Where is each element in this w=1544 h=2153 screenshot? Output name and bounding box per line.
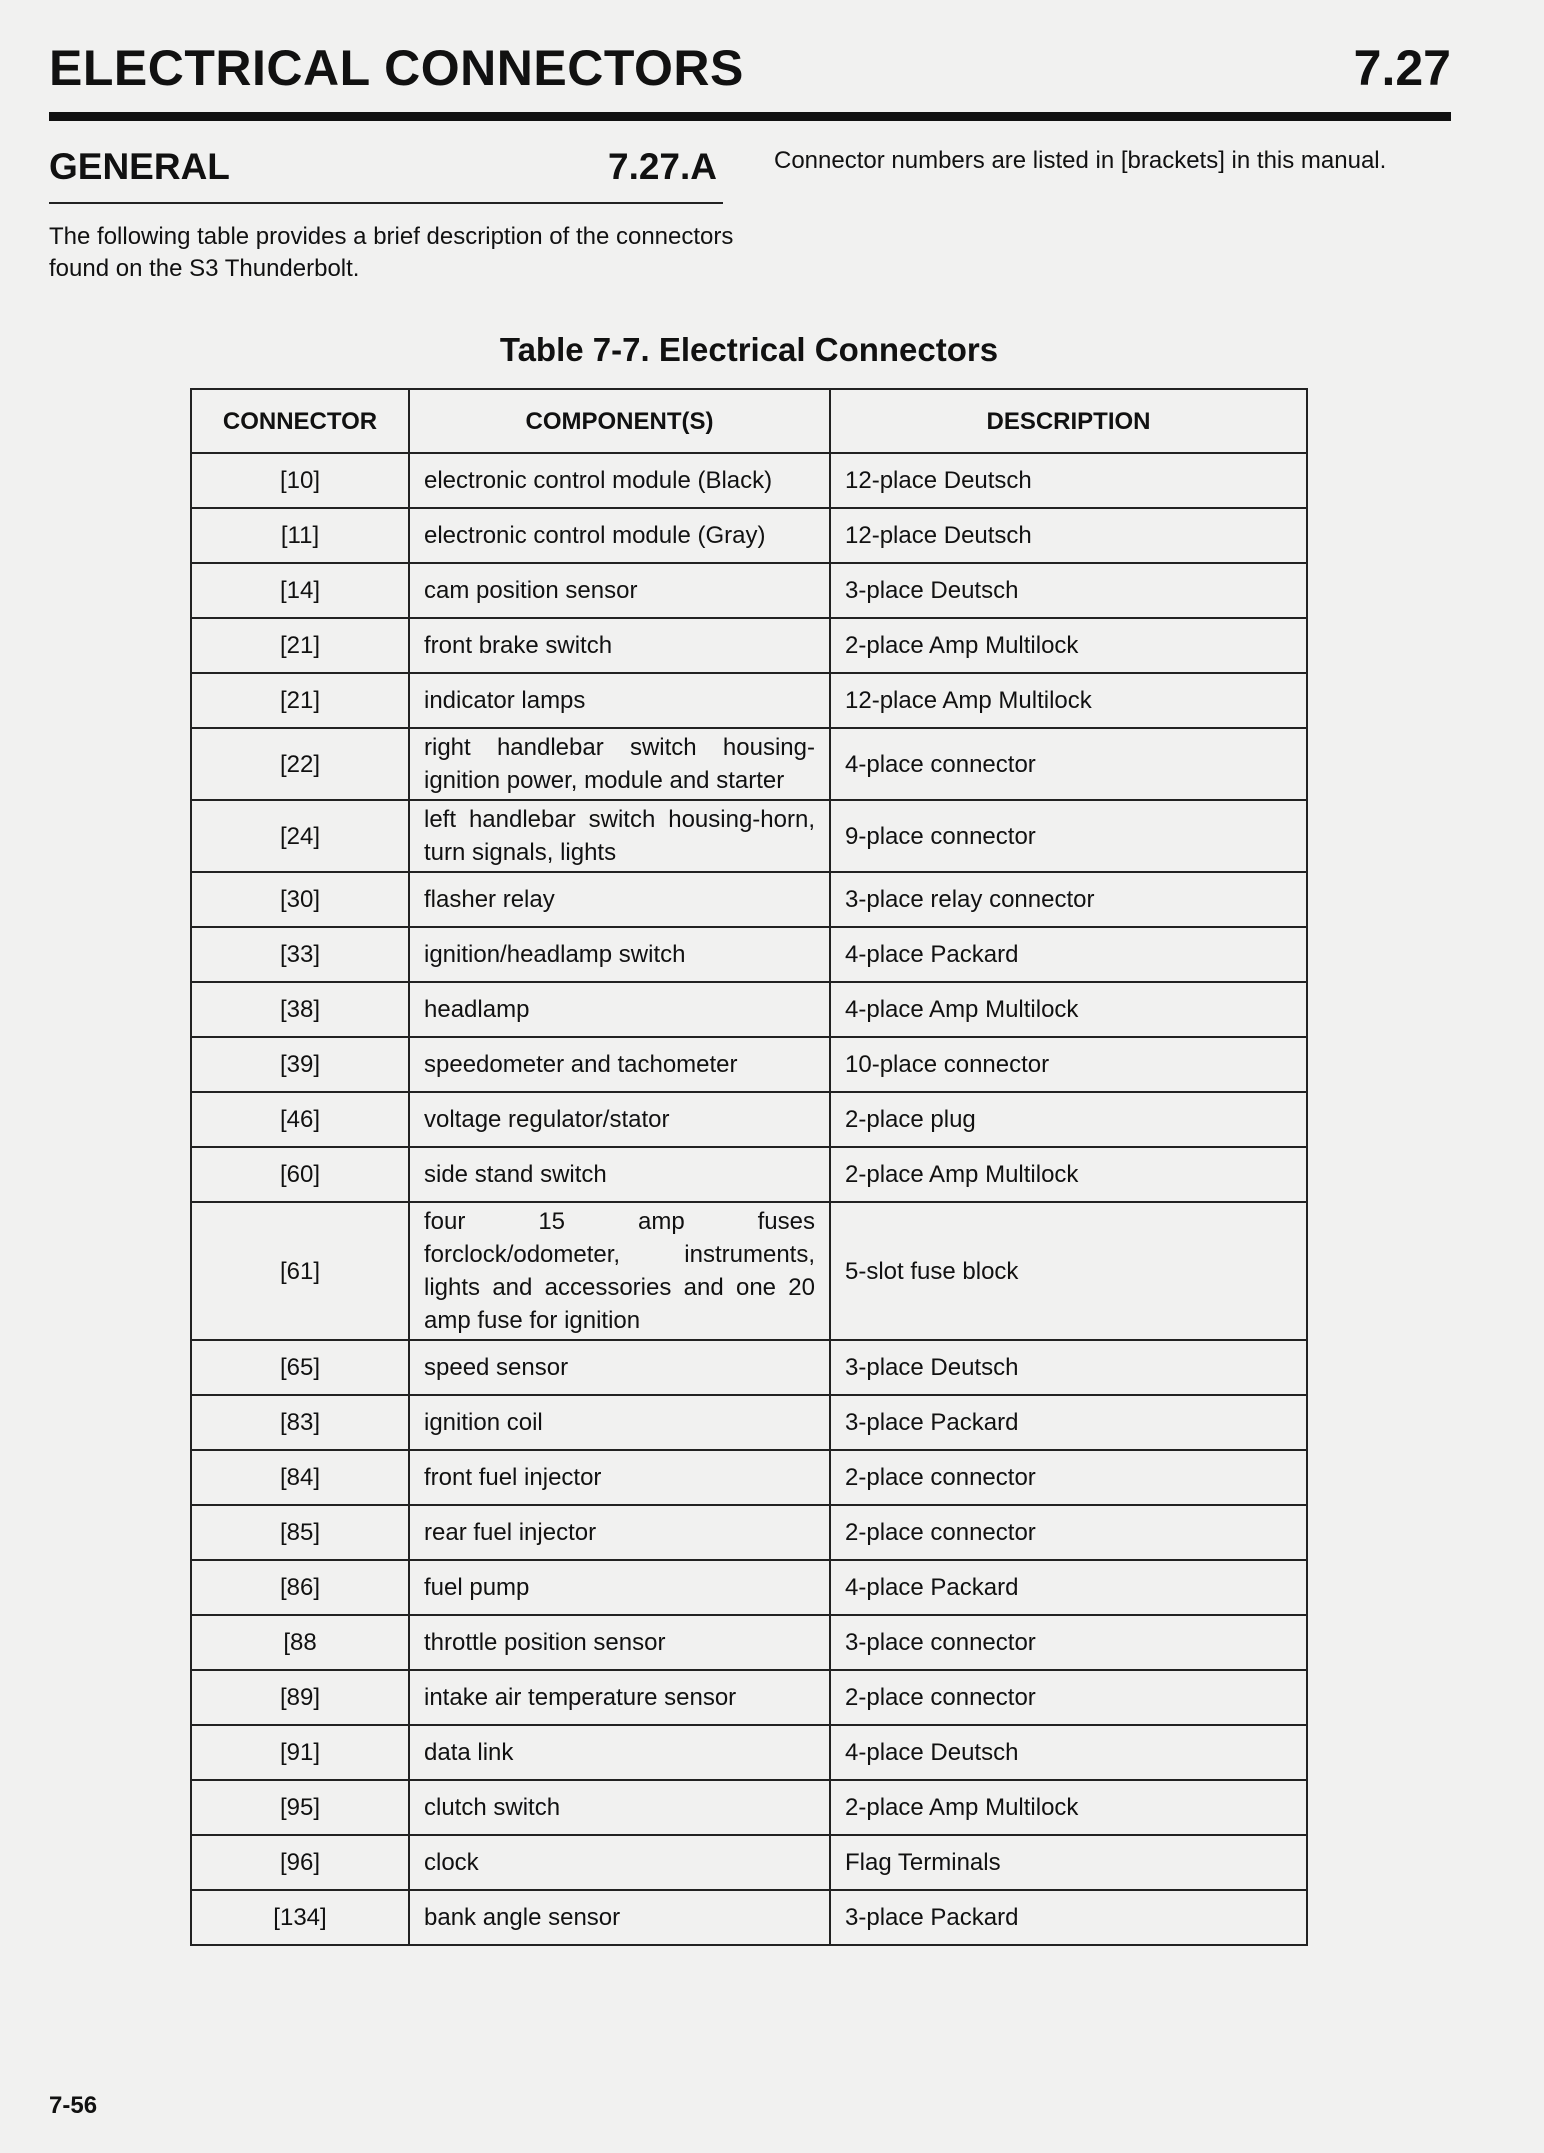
component-cell: side stand switch	[409, 1147, 830, 1202]
table-row	[191, 453, 1307, 508]
description-cell: 3-place connector	[830, 1615, 1307, 1670]
column-header-connector: CONNECTOR	[191, 389, 409, 453]
component-cell: ignition coil	[409, 1395, 830, 1450]
table-row	[191, 1615, 1307, 1670]
connector-cell: [88	[191, 1615, 409, 1670]
table-caption: Table 7-7. Electrical Connectors	[499, 331, 999, 368]
component-cell: rear fuel injector	[409, 1505, 830, 1560]
column-header-components: COMPONENT(S)	[409, 389, 830, 453]
connector-cell: [91]	[191, 1725, 409, 1780]
table-row	[191, 1670, 1307, 1725]
connector-cell: [33]	[191, 927, 409, 982]
description-cell: 3-place Deutsch	[830, 563, 1307, 618]
table-row	[191, 1340, 1307, 1395]
table-row	[191, 1725, 1307, 1780]
component-cell: speed sensor	[409, 1340, 830, 1395]
description-cell: 3-place relay connector	[830, 872, 1307, 927]
side-note: Connector numbers are listed in [brackets] in this manual.	[774, 147, 1387, 174]
description-cell: 3-place Packard	[830, 1890, 1307, 1945]
connector-cell: [14]	[191, 563, 409, 618]
connector-cell: [10]	[191, 453, 409, 508]
connector-cell: [85]	[191, 1505, 409, 1560]
page-title: ELECTRICAL CONNECTORS	[49, 40, 744, 96]
connector-cell: [86]	[191, 1560, 409, 1615]
connector-cell: [83]	[191, 1395, 409, 1450]
component-cell: front brake switch	[409, 618, 830, 673]
table-body	[191, 453, 1307, 1945]
description-cell: 3-place Packard	[830, 1395, 1307, 1450]
connector-cell: [95]	[191, 1780, 409, 1835]
component-cell: intake air temperature sensor	[409, 1670, 830, 1725]
table-row	[191, 1395, 1307, 1450]
table-row	[191, 1092, 1307, 1147]
description-cell: 12-place Deutsch	[830, 508, 1307, 563]
table-row	[191, 508, 1307, 563]
component-cell: voltage regulator/stator	[409, 1092, 830, 1147]
connector-cell: [60]	[191, 1147, 409, 1202]
column-header-description: DESCRIPTION	[830, 389, 1307, 453]
table-row	[191, 563, 1307, 618]
description-cell: 3-place Deutsch	[830, 1340, 1307, 1395]
table-row	[191, 728, 1307, 800]
header-rule	[49, 112, 1451, 121]
connector-cell: [61]	[191, 1202, 409, 1340]
description-cell: 4-place Packard	[830, 1560, 1307, 1615]
component-cell: clock	[409, 1835, 830, 1890]
component-cell: fuel pump	[409, 1560, 830, 1615]
table-row	[191, 1560, 1307, 1615]
connector-cell: [89]	[191, 1670, 409, 1725]
table-row	[191, 618, 1307, 673]
section-rule	[49, 202, 723, 204]
component-cell: front fuel injector	[409, 1450, 830, 1505]
table-header-row	[191, 389, 1307, 453]
description-cell: 4-place Amp Multilock	[830, 982, 1307, 1037]
table-row	[191, 1147, 1307, 1202]
description-cell: 5-slot fuse block	[830, 1202, 1307, 1340]
intro-paragraph: The following table provides a brief description of the connectors found on the S3 Thunderbolt.	[49, 223, 734, 282]
description-cell: Flag Terminals	[830, 1835, 1307, 1890]
connector-cell: [39]	[191, 1037, 409, 1092]
connector-cell: [22]	[191, 728, 409, 800]
chapter-number: 7.27	[1353, 40, 1451, 96]
component-cell: indicator lamps	[409, 673, 830, 728]
connector-cell: [134]	[191, 1890, 409, 1945]
description-cell: 4-place Packard	[830, 927, 1307, 982]
table-row	[191, 1835, 1307, 1890]
table-row	[191, 1780, 1307, 1835]
component-cell: headlamp	[409, 982, 830, 1037]
table-row	[191, 673, 1307, 728]
section-number: 7.27.A	[608, 146, 718, 187]
connector-cell: [65]	[191, 1340, 409, 1395]
table-row	[191, 1202, 1307, 1340]
table-row	[191, 800, 1307, 872]
component-cell: bank angle sensor	[409, 1890, 830, 1945]
component-cell: electronic control module (Gray)	[409, 508, 830, 563]
connectors-table	[190, 388, 1308, 1946]
component-cell: electronic control module (Black)	[409, 453, 830, 508]
component-cell: clutch switch	[409, 1780, 830, 1835]
component-cell: throttle position sensor	[409, 1615, 830, 1670]
component-cell: right handlebar switch housing-ignition power, module and starter	[409, 728, 830, 800]
description-cell: 2-place Amp Multilock	[830, 1780, 1307, 1835]
component-cell: cam position sensor	[409, 563, 830, 618]
connector-cell: [24]	[191, 800, 409, 872]
description-cell: 9-place connector	[830, 800, 1307, 872]
component-cell: data link	[409, 1725, 830, 1780]
table-row	[191, 982, 1307, 1037]
section-title: GENERAL	[49, 146, 230, 187]
table-row	[191, 872, 1307, 927]
connector-cell: [46]	[191, 1092, 409, 1147]
table-row	[191, 1450, 1307, 1505]
page-number: 7-56	[49, 2092, 98, 2119]
description-cell: 2-place plug	[830, 1092, 1307, 1147]
component-cell: speedometer and tachometer	[409, 1037, 830, 1092]
description-cell: 12-place Deutsch	[830, 453, 1307, 508]
description-cell: 12-place Amp Multilock	[830, 673, 1307, 728]
component-cell: flasher relay	[409, 872, 830, 927]
description-cell: 2-place Amp Multilock	[830, 618, 1307, 673]
connector-cell: [96]	[191, 1835, 409, 1890]
connector-cell: [38]	[191, 982, 409, 1037]
description-cell: 10-place connector	[830, 1037, 1307, 1092]
description-cell: 4-place connector	[830, 728, 1307, 800]
connector-cell: [30]	[191, 872, 409, 927]
table-row	[191, 1890, 1307, 1945]
table-row	[191, 927, 1307, 982]
connector-cell: [21]	[191, 618, 409, 673]
component-cell: left handlebar switch housing-horn, turn signals, lights	[409, 800, 830, 872]
table-row	[191, 1037, 1307, 1092]
connector-cell: [11]	[191, 508, 409, 563]
description-cell: 2-place connector	[830, 1505, 1307, 1560]
description-cell: 4-place Deutsch	[830, 1725, 1307, 1780]
component-cell: four 15 amp fuses forclock/odometer, instruments, lights and accessories and one 20 amp fuse for ignition	[409, 1202, 830, 1340]
connector-cell: [84]	[191, 1450, 409, 1505]
table-row	[191, 1505, 1307, 1560]
description-cell: 2-place connector	[830, 1670, 1307, 1725]
description-cell: 2-place Amp Multilock	[830, 1147, 1307, 1202]
description-cell: 2-place connector	[830, 1450, 1307, 1505]
connector-cell: [21]	[191, 673, 409, 728]
component-cell: ignition/headlamp switch	[409, 927, 830, 982]
